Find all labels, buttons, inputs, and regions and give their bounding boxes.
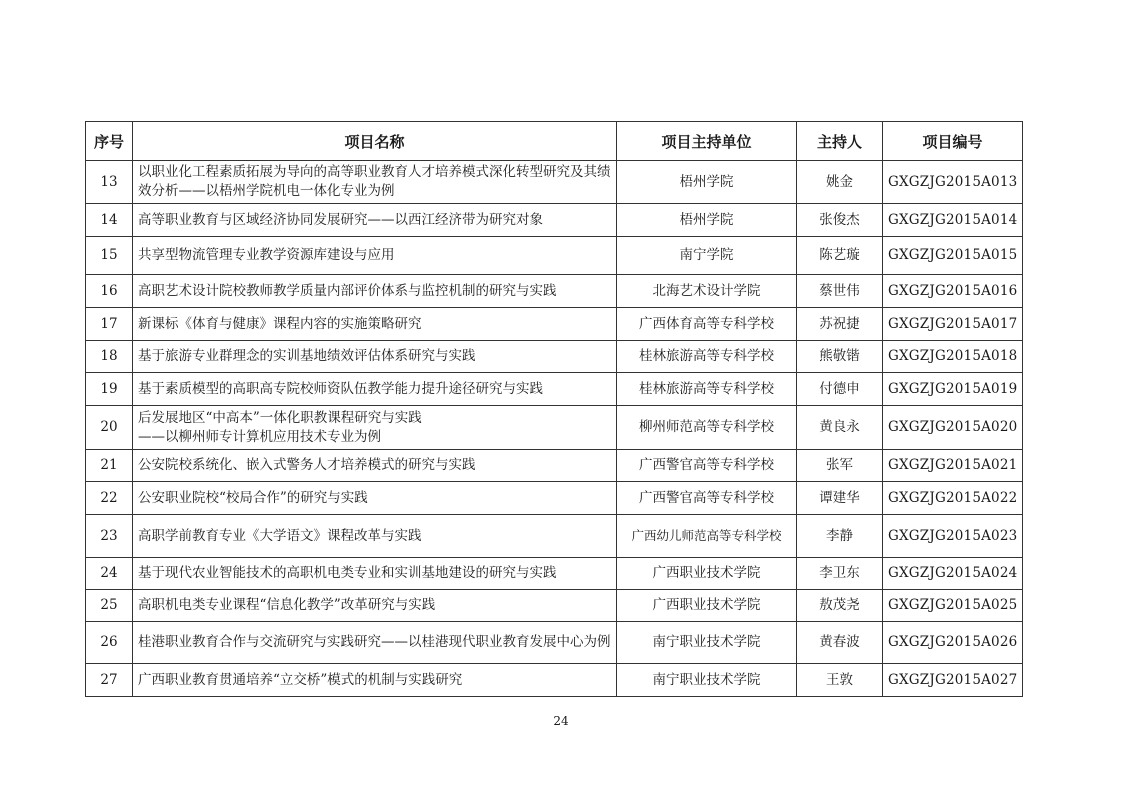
row-unit: 广西体育高等专科学校 bbox=[617, 308, 797, 341]
row-no: 14 bbox=[86, 204, 133, 237]
table-header-row bbox=[86, 122, 1023, 161]
row-host: 李静 bbox=[797, 515, 883, 558]
row-no: 16 bbox=[86, 275, 133, 308]
row-host: 王敦 bbox=[797, 664, 883, 697]
row-unit: 广西职业技术学院 bbox=[617, 558, 797, 590]
table-row bbox=[86, 515, 1023, 558]
row-unit: 广西幼儿师范高等专科学校 bbox=[617, 515, 797, 558]
row-name: 基于旅游专业群理念的实训基地绩效评估体系研究与实践 bbox=[133, 341, 617, 373]
row-host: 张俊杰 bbox=[797, 204, 883, 237]
row-no: 23 bbox=[86, 515, 133, 558]
row-no: 15 bbox=[86, 237, 133, 275]
row-name: 基于现代农业智能技术的高职机电类专业和实训基地建设的研究与实践 bbox=[133, 558, 617, 590]
row-name: 高职学前教育专业《大学语文》课程改革与实践 bbox=[133, 515, 617, 558]
row-code: GXGZJG2015A014 bbox=[883, 204, 1023, 237]
row-unit: 广西警官高等专科学校 bbox=[617, 482, 797, 515]
row-no: 19 bbox=[86, 373, 133, 406]
table-row bbox=[86, 204, 1023, 237]
row-code: GXGZJG2015A022 bbox=[883, 482, 1023, 515]
row-code: GXGZJG2015A024 bbox=[883, 558, 1023, 590]
table-row bbox=[86, 275, 1023, 308]
row-unit: 南宁职业技术学院 bbox=[617, 622, 797, 664]
row-no: 21 bbox=[86, 450, 133, 482]
row-unit: 南宁学院 bbox=[617, 237, 797, 275]
page-number: 24 bbox=[553, 714, 569, 728]
row-unit: 广西警官高等专科学校 bbox=[617, 450, 797, 482]
row-host: 陈艺璇 bbox=[797, 237, 883, 275]
row-host: 蔡世伟 bbox=[797, 275, 883, 308]
row-name: 高职艺术设计院校教师教学质量内部评价体系与监控机制的研究与实践 bbox=[133, 275, 617, 308]
row-name-line2: ——以柳州师专计算机应用技术专业为例 bbox=[138, 428, 381, 445]
table-row bbox=[86, 373, 1023, 406]
row-no: 24 bbox=[86, 558, 133, 590]
row-host: 熊敬锴 bbox=[797, 341, 883, 373]
row-name: 公安院校系统化、嵌入式警务人才培养模式的研究与实践 bbox=[133, 450, 617, 482]
table-row bbox=[86, 622, 1023, 664]
header-no: 序号 bbox=[86, 122, 133, 161]
row-host: 张军 bbox=[797, 450, 883, 482]
table-row bbox=[86, 558, 1023, 590]
row-host: 付德申 bbox=[797, 373, 883, 406]
row-host: 苏祝捷 bbox=[797, 308, 883, 341]
row-no: 27 bbox=[86, 664, 133, 697]
row-name: 以职业化工程素质拓展为导向的高等职业教育人才培养模式深化转型研究及其绩效分析——以梧州学院机电一体化专业为例 bbox=[133, 161, 617, 204]
header-unit: 项目主持单位 bbox=[617, 122, 797, 161]
row-code: GXGZJG2015A020 bbox=[883, 406, 1023, 450]
row-code: GXGZJG2015A015 bbox=[883, 237, 1023, 275]
row-host: 李卫东 bbox=[797, 558, 883, 590]
row-unit: 南宁职业技术学院 bbox=[617, 664, 797, 697]
row-code: GXGZJG2015A016 bbox=[883, 275, 1023, 308]
table-row bbox=[86, 590, 1023, 622]
row-host: 敖茂尧 bbox=[797, 590, 883, 622]
table-row bbox=[86, 308, 1023, 341]
row-host: 黄良永 bbox=[797, 406, 883, 450]
row-name: 高职机电类专业课程“信息化教学”改革研究与实践 bbox=[133, 590, 617, 622]
row-unit: 桂林旅游高等专科学校 bbox=[617, 341, 797, 373]
row-code: GXGZJG2015A021 bbox=[883, 450, 1023, 482]
row-no: 20 bbox=[86, 406, 133, 450]
row-no: 22 bbox=[86, 482, 133, 515]
row-name: 基于素质模型的高职高专院校师资队伍教学能力提升途径研究与实践 bbox=[133, 373, 617, 406]
table-row bbox=[86, 161, 1023, 204]
row-code: GXGZJG2015A027 bbox=[883, 664, 1023, 697]
row-host: 姚金 bbox=[797, 161, 883, 204]
row-unit: 北海艺术设计学院 bbox=[617, 275, 797, 308]
header-name: 项目名称 bbox=[133, 122, 617, 161]
row-host: 谭建华 bbox=[797, 482, 883, 515]
table-row bbox=[86, 450, 1023, 482]
row-code: GXGZJG2015A019 bbox=[883, 373, 1023, 406]
project-table bbox=[85, 121, 1023, 697]
row-code: GXGZJG2015A026 bbox=[883, 622, 1023, 664]
row-no: 18 bbox=[86, 341, 133, 373]
row-no: 13 bbox=[86, 161, 133, 204]
row-code: GXGZJG2015A017 bbox=[883, 308, 1023, 341]
row-unit: 柳州师范高等专科学校 bbox=[617, 406, 797, 450]
table-row bbox=[86, 664, 1023, 697]
row-unit: 梧州学院 bbox=[617, 204, 797, 237]
row-no: 26 bbox=[86, 622, 133, 664]
row-unit: 桂林旅游高等专科学校 bbox=[617, 373, 797, 406]
row-code: GXGZJG2015A023 bbox=[883, 515, 1023, 558]
row-code: GXGZJG2015A018 bbox=[883, 341, 1023, 373]
table-row bbox=[86, 341, 1023, 373]
table-row bbox=[86, 406, 1023, 450]
header-host: 主持人 bbox=[797, 122, 883, 161]
row-name: 共享型物流管理专业教学资源库建设与应用 bbox=[133, 237, 617, 275]
row-name: 新课标《体育与健康》课程内容的实施策略研究 bbox=[133, 308, 617, 341]
row-host: 黄春波 bbox=[797, 622, 883, 664]
row-code: GXGZJG2015A013 bbox=[883, 161, 1023, 204]
row-unit: 梧州学院 bbox=[617, 161, 797, 204]
row-name-line1: 后发展地区“中高本”一体化职教课程研究与实践 bbox=[138, 409, 422, 426]
row-no: 25 bbox=[86, 590, 133, 622]
row-name bbox=[133, 406, 617, 450]
row-unit: 广西职业技术学院 bbox=[617, 590, 797, 622]
row-no: 17 bbox=[86, 308, 133, 341]
header-code: 项目编号 bbox=[883, 122, 1023, 161]
table-row bbox=[86, 237, 1023, 275]
row-name: 广西职业教育贯通培养“立交桥”模式的机制与实践研究 bbox=[133, 664, 617, 697]
table-row bbox=[86, 482, 1023, 515]
row-code: GXGZJG2015A025 bbox=[883, 590, 1023, 622]
row-name: 桂港职业教育合作与交流研究与实践研究——以桂港现代职业教育发展中心为例 bbox=[133, 622, 617, 664]
row-name: 公安职业院校“校局合作”的研究与实践 bbox=[133, 482, 617, 515]
row-name: 高等职业教育与区域经济协同发展研究——以西江经济带为研究对象 bbox=[133, 204, 617, 237]
